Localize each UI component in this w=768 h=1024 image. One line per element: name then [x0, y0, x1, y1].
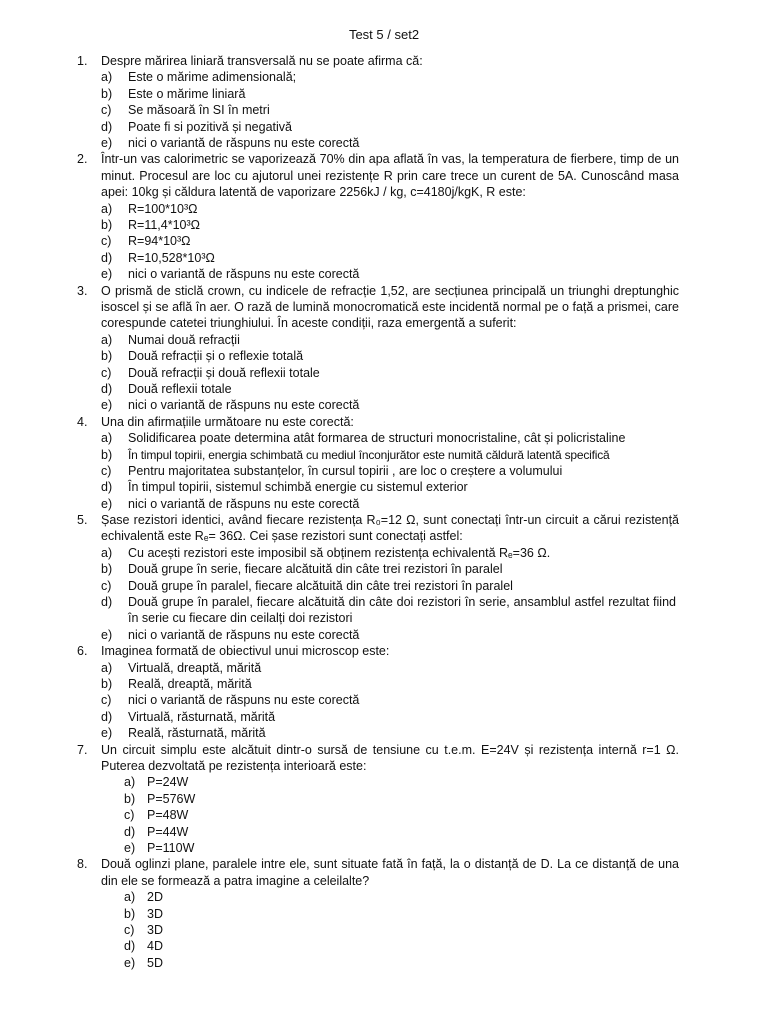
- option-text: Reală, răsturnată, mărită: [128, 726, 266, 741]
- option-text: nici o variantă de răspuns nu este corectă: [128, 693, 360, 708]
- option-d: [0, 938, 768, 954]
- option-d: [0, 381, 768, 397]
- option-letter: d): [101, 381, 113, 396]
- option-letter: d): [124, 939, 136, 954]
- option-c: [0, 102, 768, 118]
- option-letter: d): [101, 250, 113, 265]
- option-text: Două grupe în paralel, fiecare alcătuită din câte trei rezistori în paralel: [128, 578, 513, 593]
- question-text: Una din afirmațiile următoare nu este corectă:: [101, 414, 354, 429]
- option-a: [0, 660, 768, 676]
- option-b: [0, 217, 768, 233]
- option-a: [0, 545, 768, 561]
- option-letter: a): [124, 775, 136, 790]
- option-letter: b): [101, 447, 113, 462]
- option-text: nici o variantă de răspuns nu este corectă: [128, 496, 360, 511]
- option-letter: d): [124, 824, 136, 839]
- option-c: [0, 463, 768, 479]
- option-letter: b): [101, 349, 113, 364]
- option-letter: e): [101, 496, 113, 511]
- option-letter: a): [101, 70, 113, 85]
- question-4: [0, 414, 768, 512]
- option-b: [0, 348, 768, 364]
- option-e: [0, 840, 768, 856]
- option-d: [0, 119, 768, 135]
- question-1: [0, 53, 768, 151]
- option-letter: e): [124, 840, 136, 855]
- option-d: [0, 594, 768, 627]
- option-text: P=48W: [147, 808, 189, 823]
- option-letter: e): [101, 398, 113, 413]
- option-b: [0, 86, 768, 102]
- option-text: 4D: [147, 939, 163, 954]
- option-text: P=24W: [147, 775, 189, 790]
- option-letter: a): [101, 660, 113, 675]
- question-number: 8.: [77, 857, 88, 872]
- option-text: Două refracții și o reflexie totală: [128, 349, 304, 364]
- option-a: [0, 69, 768, 85]
- option-e: [0, 627, 768, 643]
- option-a: [0, 201, 768, 217]
- option-text: 3D: [147, 922, 163, 937]
- option-text: Două grupe în paralel, fiecare alcătuită din câte doi rezistori în serie, ansamblul astfel rezultat fiind în serie cu fiecare din ceilalți doi rezistori: [128, 595, 676, 626]
- option-letter: e): [101, 627, 113, 642]
- question-text: O prismă de sticlă crown, cu indicele de refracție 1,52, are secțiunea principală un triunghi dreptunghic isoscel și se află în aer. O rază de lumină monocromatică este incidentă normal pe o față a prismei, care corespunde catetei triunghiului. În aceste condiții, raza emergentă a suferit:: [101, 283, 679, 331]
- option-text: Virtuală, dreaptă, mărită: [128, 660, 262, 675]
- option-text: Este o mărime adimensională;: [128, 70, 297, 85]
- option-text: R=94*10³Ω: [128, 234, 191, 249]
- option-letter: c): [101, 463, 112, 478]
- option-d: [0, 709, 768, 725]
- option-text: R=100*10³Ω: [128, 201, 198, 216]
- option-b: [0, 447, 768, 463]
- option-text: În timpul topirii, sistemul schimbă energie cu sistemul exterior: [128, 480, 468, 495]
- option-e: [0, 496, 768, 512]
- question-number: 5.: [77, 513, 88, 528]
- option-text: R=10,528*10³Ω: [128, 250, 215, 265]
- option-text: P=110W: [147, 840, 195, 855]
- question-number: 1.: [77, 54, 88, 68]
- option-text: nici o variantă de răspuns nu este corectă: [128, 398, 360, 413]
- question-number: 4.: [77, 414, 88, 429]
- option-d: [0, 479, 768, 495]
- option-letter: a): [101, 545, 113, 560]
- test-title: Test 5 / set2: [348, 27, 420, 42]
- option-text: P=576W: [147, 791, 196, 806]
- question-3: [0, 283, 768, 414]
- question-text: Imaginea formată de obiectivul unui microscop este:: [101, 644, 390, 659]
- question-text: Într-un vas calorimetric se vaporizează 70% din apa aflată în vas, la temperatura de fierbere, timp de un minut. Procesul are loc cu ajutorul unei rezistențe R prin care trece un curent de 5A. Cunoscând masa apei: 10kg și căldura latentă de vaporizare 2256kJ / kg, c=4180j/kgK, R este:: [101, 152, 679, 200]
- option-text: Două reflexii totale: [128, 381, 232, 396]
- option-letter: d): [101, 480, 113, 495]
- option-text: Se măsoară în SI în metri: [128, 103, 270, 118]
- question-number: 7.: [77, 742, 88, 757]
- option-letter: b): [101, 562, 113, 577]
- option-text: 2D: [147, 890, 163, 905]
- question-number: 2.: [77, 152, 88, 167]
- option-e: [0, 135, 768, 151]
- option-text: Pentru majoritatea substanțelor, în cursul topirii , are loc o creștere a volumului: [128, 463, 563, 478]
- option-letter: e): [124, 955, 136, 970]
- option-letter: e): [101, 135, 113, 150]
- option-text: Este o mărime liniară: [128, 86, 246, 101]
- option-letter: d): [101, 119, 113, 134]
- option-b: [0, 791, 768, 807]
- option-letter: d): [101, 709, 113, 724]
- option-e: [0, 725, 768, 741]
- option-text: Două grupe în serie, fiecare alcătuită din câte trei rezistori în paralel: [128, 562, 503, 577]
- option-text: Cu acești rezistori este imposibil să obținem rezistența echivalentă Rₑ=36 Ω.: [128, 545, 551, 560]
- option-e: [0, 955, 768, 971]
- question-number: 6.: [77, 644, 88, 659]
- option-letter: c): [101, 103, 112, 118]
- option-letter: c): [101, 234, 112, 249]
- option-text: Numai două refracții: [128, 332, 240, 347]
- option-text: nici o variantă de răspuns nu este corectă: [128, 267, 360, 282]
- option-a: [0, 774, 768, 790]
- option-text: nici o variantă de răspuns nu este corectă: [128, 627, 360, 642]
- question-text: Un circuit simplu este alcătuit dintr-o sursă de tensiune cu t.e.m. E=24V și rezistența internă r=1 Ω. Puterea dezvoltată pe rezistența interioară este:: [101, 742, 679, 774]
- option-text: 3D: [147, 906, 163, 921]
- question-8: [0, 856, 768, 971]
- option-c: [0, 578, 768, 594]
- option-b: [0, 676, 768, 692]
- option-b: [0, 906, 768, 922]
- option-a: [0, 889, 768, 905]
- option-c: [0, 365, 768, 381]
- option-text: Două refracții și două reflexii totale: [128, 365, 320, 380]
- question-5: [0, 512, 768, 643]
- option-d: [0, 824, 768, 840]
- option-c: [0, 807, 768, 823]
- option-letter: c): [101, 365, 112, 380]
- option-text: Solidificarea poate determina atât formarea de structuri monocristaline, cât și policristaline: [128, 431, 626, 446]
- option-letter: b): [101, 86, 113, 101]
- option-text: Poate fi si pozitivă și negativă: [128, 119, 292, 134]
- option-b: [0, 561, 768, 577]
- option-c: [0, 233, 768, 249]
- option-text: În timpul topirii, energia schimbată cu mediul înconjurător este numită căldură latentă specifică: [128, 447, 610, 462]
- question-2: [0, 151, 768, 282]
- question-number: 3.: [77, 283, 88, 298]
- option-letter: c): [101, 693, 112, 708]
- option-letter: e): [101, 726, 113, 741]
- option-letter: b): [124, 906, 136, 921]
- option-letter: c): [124, 808, 135, 823]
- option-e: [0, 397, 768, 413]
- option-letter: a): [101, 332, 113, 347]
- option-letter: e): [101, 267, 113, 282]
- question-6: [0, 643, 768, 741]
- option-text: R=11,4*10³Ω: [128, 217, 201, 232]
- option-e: [0, 266, 768, 282]
- option-d: [0, 250, 768, 266]
- option-letter: b): [124, 791, 136, 806]
- option-c: [0, 922, 768, 938]
- option-letter: b): [101, 677, 113, 692]
- option-letter: a): [101, 201, 113, 216]
- question-text: Despre mărirea liniară transversală nu se poate afirma că:: [101, 54, 423, 68]
- option-c: [0, 692, 768, 708]
- option-letter: a): [101, 431, 113, 446]
- option-letter: b): [101, 217, 113, 232]
- option-text: Virtuală, răsturnată, mărită: [128, 709, 276, 724]
- option-text: Reală, dreaptă, mărită: [128, 677, 252, 692]
- option-letter: c): [101, 578, 112, 593]
- option-a: [0, 332, 768, 348]
- option-letter: d): [101, 595, 113, 610]
- question-list: [0, 53, 768, 971]
- question-text: Șase rezistori identici, având fiecare rezistența R₀=12 Ω, sunt conectați într-un circuit a cărui rezistență echivalentă este Rₑ= 36Ω. Cei șase rezistori sunt conectați astfel:: [101, 513, 679, 544]
- option-letter: c): [124, 922, 135, 937]
- option-letter: a): [124, 890, 136, 905]
- option-text: 5D: [147, 955, 163, 970]
- question-text: Două oglinzi plane, paralele intre ele, sunt situate fată în față, la o distanță de D. La ce distanță de una din ele se formează a patra imagine a celeilalte?: [101, 857, 679, 888]
- question-7: [0, 742, 768, 857]
- option-text: nici o variantă de răspuns nu este corectă: [128, 135, 360, 150]
- option-a: [0, 430, 768, 446]
- option-text: P=44W: [147, 824, 189, 839]
